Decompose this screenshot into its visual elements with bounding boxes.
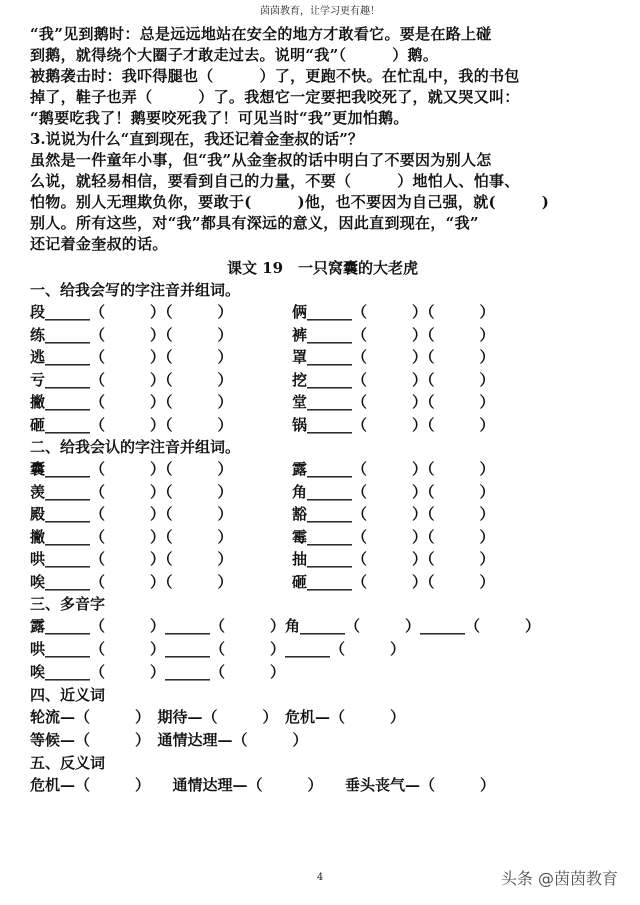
char-row [30, 481, 615, 504]
char-cell: 罩______（ ）（ ） [292, 348, 495, 366]
antonym-row: 危机—（ ） 通情达理—（ ） 垂头丧气—（ ） [30, 776, 496, 794]
char-row [30, 526, 615, 549]
lesson-title: 课文 19 一只窝囊的大老虎 [226, 259, 419, 277]
char-cell: 砸______（ ）（ ） [30, 415, 233, 434]
question-title: 3.说说为什么“直到现在，我还记着金奎叔的话”？ [30, 130, 363, 148]
char-cell: 逃______（ ）（ ） [30, 348, 233, 366]
page-number: 4 [316, 872, 324, 883]
section-title: 五、反义词 [30, 754, 106, 772]
char-cell: 俩______（ ）（ ） [292, 303, 495, 321]
passage-line: “我”见到鹅时：总是远远地站在安全的地方才敢看它。要是在路上碰 [30, 25, 492, 43]
answer-line: 虽然是一件童年小事，但“我”从金奎叔的话中明白了不要因为别人怎 [30, 151, 492, 169]
polyphone-row: 露______（ ）______（ ）角______（ ）______（ ） [30, 617, 541, 635]
char-cell: 露______（ ）（ ） [292, 460, 495, 478]
page-header: 茵茵教育，让学习更有趣！ [260, 6, 380, 17]
char-row [30, 458, 615, 481]
char-row [30, 548, 615, 571]
char-row [30, 301, 615, 324]
char-row [30, 503, 615, 526]
passage-line: 被鹅袭击时：我吓得腿也（ ）了，更跑不快。在忙乱中，我的书包 [30, 67, 520, 85]
passage-line: 掉了，鞋子也弄（ ）了。我想它一定要把我咬死了，就又哭又叫： [30, 88, 520, 106]
char-row [30, 414, 615, 437]
char-cell: 哄______（ ）（ ） [30, 550, 233, 568]
answer-line: 别人。所有这些，对“我”都具有深远的意义，因此直到现在，“我” [30, 214, 479, 232]
polyphone-row: 唉______（ ）______（ ） [30, 663, 286, 681]
char-row [30, 324, 615, 347]
char-cell: 唉______（ ）（ ） [30, 572, 233, 591]
char-cell: 豁______（ ）（ ） [292, 505, 495, 523]
char-cell: 撇______（ ）（ ） [30, 527, 233, 546]
char-row [30, 369, 615, 392]
worksheet-content [30, 24, 615, 797]
synonym-row: 轮流—（ ） 期待—（ ） 危机—（ ） [30, 708, 406, 726]
answer-line: 么说，就轻易相信，要看到自己的力量，不要（ ）地怕人、怕事、 [30, 172, 520, 190]
watermark: 头条 @茵茵教育 [500, 869, 618, 888]
answer-line: 还记着金奎叔的话。 [30, 235, 168, 253]
char-cell: 裤______（ ）（ ） [292, 325, 495, 344]
char-cell: 撇______（ ）（ ） [30, 393, 233, 411]
char-cell: 锅______（ ）（ ） [292, 415, 495, 434]
char-row [30, 391, 615, 414]
char-cell: 亏______（ ）（ ） [30, 370, 233, 389]
char-cell: 砸______（ ）（ ） [292, 572, 495, 591]
char-cell: 囊______（ ）（ ） [30, 460, 233, 478]
synonym-row: 等候—（ ） 通情达理—（ ） [30, 731, 308, 749]
section-title: 四、近义词 [30, 686, 106, 704]
char-cell: 抽______（ ）（ ） [292, 550, 495, 568]
char-cell: 霉______（ ）（ ） [292, 527, 495, 546]
char-cell: 堂______（ ）（ ） [292, 393, 495, 411]
char-cell: 羡______（ ）（ ） [30, 482, 233, 501]
polyphone-row: 哄______（ ）______（ ）______（ ） [30, 640, 406, 658]
section-title: 一、给我会写的字注音并组词。 [30, 281, 241, 299]
char-cell: 角______（ ）（ ） [292, 482, 495, 501]
char-cell: 段______（ ）（ ） [30, 303, 233, 321]
char-cell: 挖______（ ）（ ） [292, 370, 495, 389]
section-title: 二、给我会认的字注音并组词。 [30, 438, 241, 456]
passage-line: “鹅要吃我了！鹅要咬死我了！可见当时“我”更加怕鹅。 [30, 109, 409, 127]
char-row [30, 346, 615, 369]
char-row [30, 571, 615, 594]
char-cell: 练______（ ）（ ） [30, 325, 233, 344]
answer-line: 怕物。别人无理欺负你，要敢于( )他，也不要因为自己强，就( ) [30, 193, 550, 211]
section-title: 三、多音字 [30, 595, 106, 613]
passage-line: 到鹅，就得绕个大圈子才敢走过去。说明“我”（ ）鹅。 [30, 46, 439, 64]
char-cell: 殿______（ ）（ ） [30, 505, 233, 523]
